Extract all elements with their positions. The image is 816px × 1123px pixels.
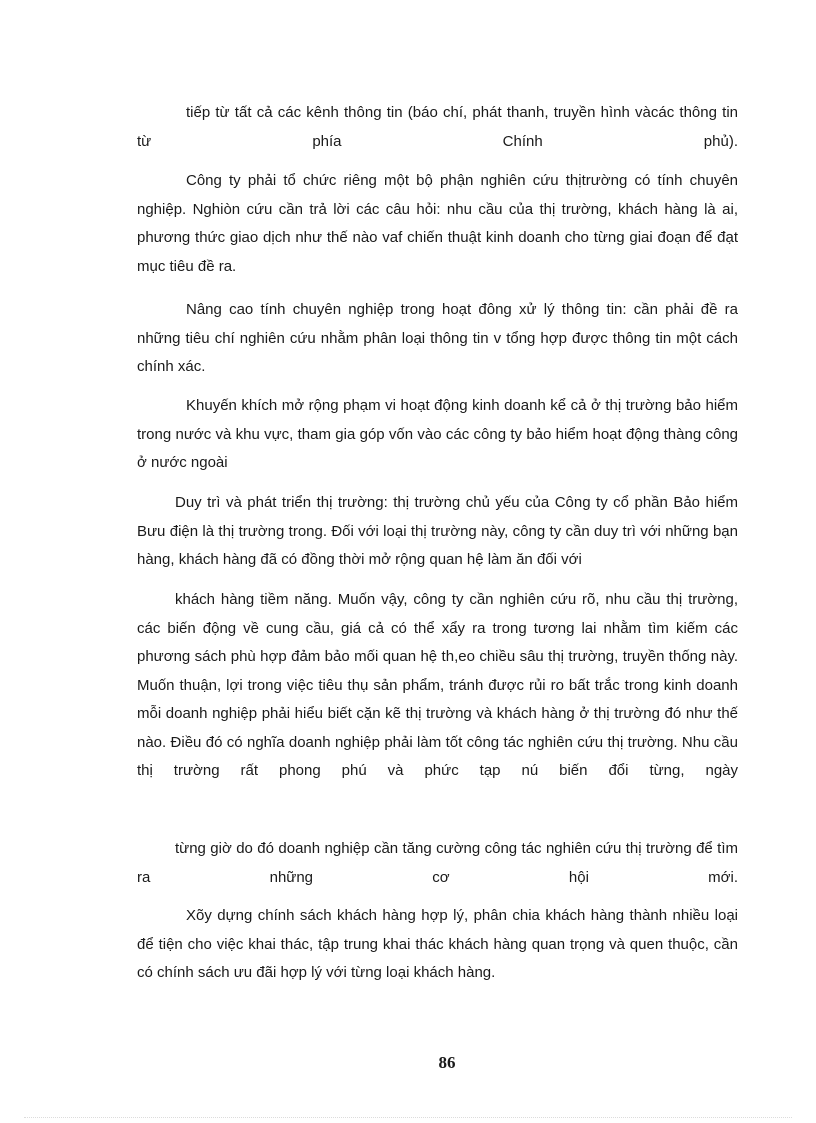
paragraph-7: từng giờ do đó doanh nghiệp cần tăng cường công tác nghiên cứu thị trường để tìm ra những cơ hội mới. [137, 840, 738, 886]
paragraph-8: Xõy dựng chính sách khách hàng hợp lý, phân chia khách hàng thành nhiều loại để tiện cho việc khai thác, tập trung khai thác khách hàng quan trọng và quen thuộc, cần có chính sách ưu đãi hợp lý với từng loại khách hàng. [137, 907, 738, 981]
paragraph-2: Công ty phải tổ chức riêng một bộ phận nghiên cứu thịtrường có tính chuyên nghiệp. Nghiòn cứu cần trả lời các câu hỏi: nhu cầu của thị trường, khách hàng là ai, phương thức giao dịch như thế nào vaf chiến thuật kinh doanh cho từng giai đoạn để đạt mục tiêu đề ra. [137, 172, 738, 275]
footer-divider [24, 1117, 792, 1118]
paragraph-6: khách hàng tiềm năng. Muốn vậy, công ty cần nghiên cứu rõ, nhu cầu thị trường, các biến động về cung cầu, giá cả có thể xẩy ra trong tương lai nhằm tìm kiếm các phương sách phù hợp đảm bảo mối quan hệ th,eo chiều sâu thị trường, truyền thống này. Muốn thuận, lợi trong việc tiêu thụ sản phẩm, tránh được rủi ro bất trắc trong kinh doanh mỗi doanh nghiệp phải hiểu biết cặn kẽ thị trường và khách hàng ở thị trường đó như thế nào. Điều đó có nghĩa doanh nghiệp phải làm tốt công tác nghiên cứu thị trường. Nhu cầu thị trường rất phong phú và phức tạp nú biến đổi từng, ngày [137, 591, 738, 779]
paragraph-4: Khuyến khích mở rộng phạm vi hoạt động kinh doanh kể cả ở thị trường bảo hiểm trong nước và khu vực, tham gia góp vốn vào các công ty bảo hiểm hoạt động thàng công ở nước ngoài [137, 397, 738, 471]
paragraph-3: Nâng cao tính chuyên nghiệp trong hoạt đông xử lý thông tin: cần phải đề ra những tiêu chí nghiên cứu nhằm phân loại thông tin v tổng hợp được thông tin một cách chính xác. [137, 301, 738, 375]
page-number: 86 [438, 1053, 456, 1072]
paragraph-5: Duy trì và phát triển thị trường: thị trường chủ yếu của Công ty cổ phần Bảo hiểm Bưu điện là thị trường trong. Đối với loại thị trường này, công ty cần duy trì với những bạn hàng, khách hàng đã có đồng thời mở rộng quan hệ làm ăn đối với [137, 494, 738, 568]
paragraph-1: tiếp từ tất cả các kênh thông tin (báo chí, phát thanh, truyền hình vàcác thông tin từ phía Chính phủ). [137, 104, 738, 150]
